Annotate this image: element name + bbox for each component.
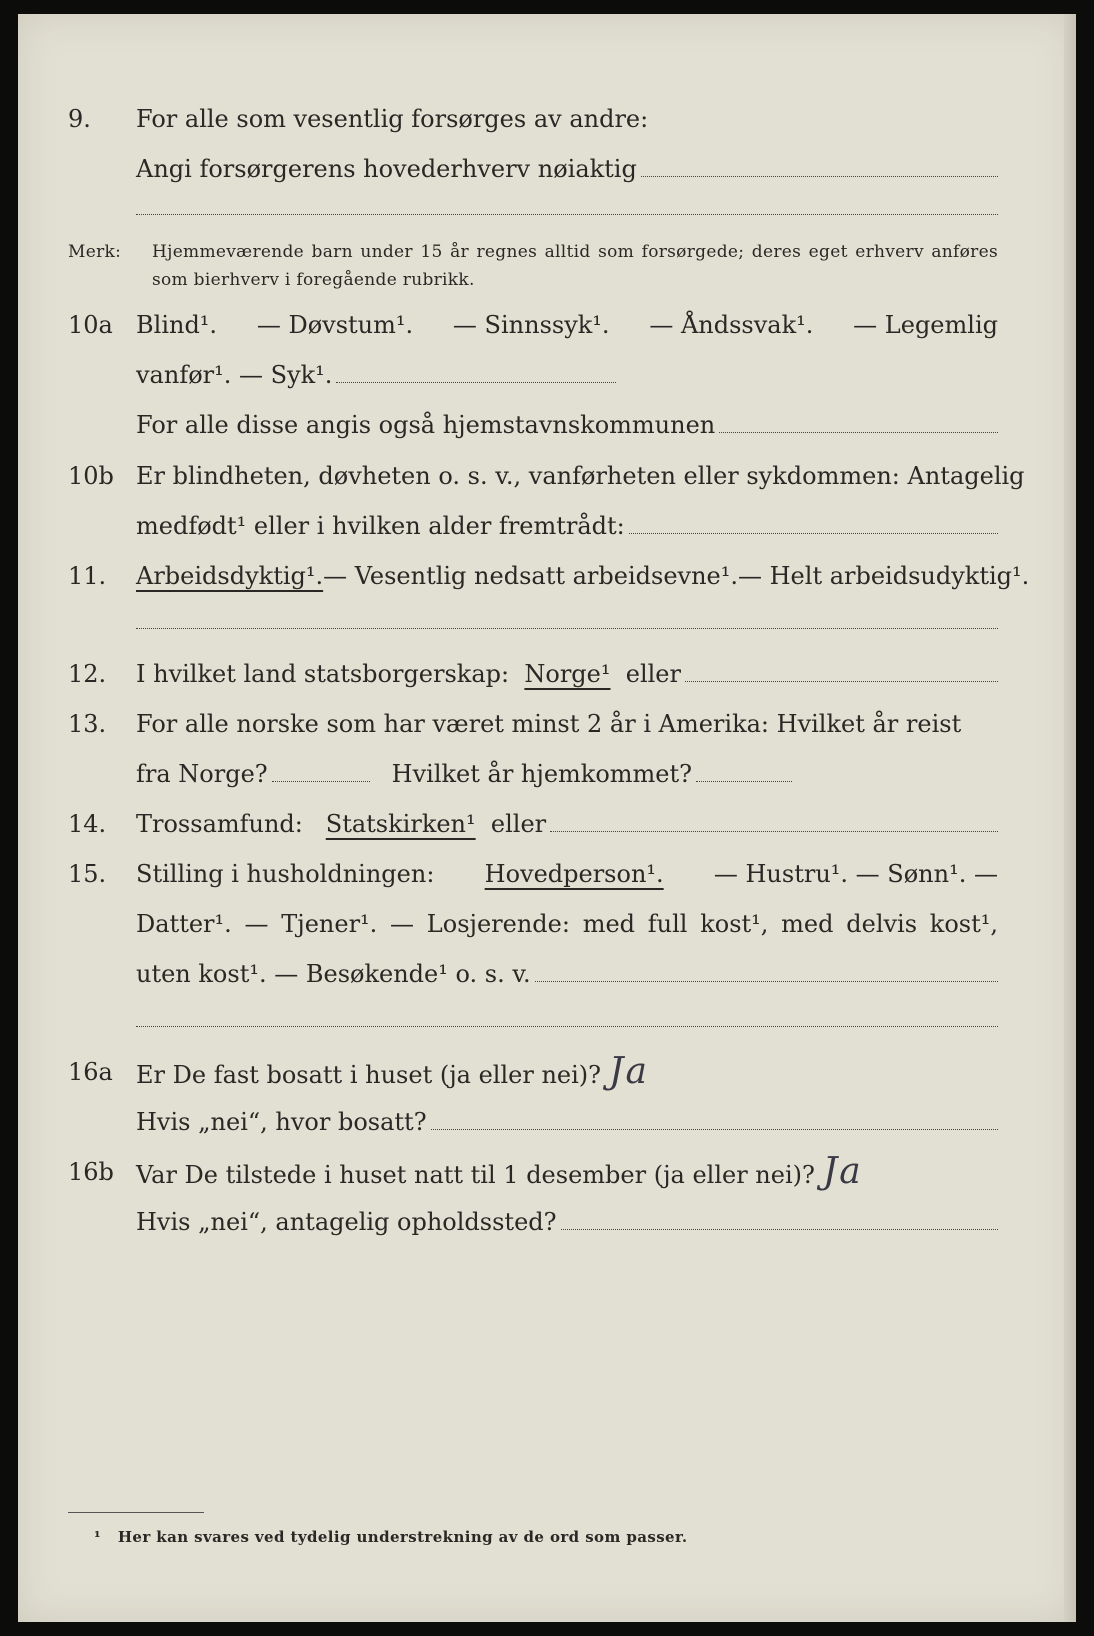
option-dovstum[interactable]: — Døvstum¹. <box>256 311 414 339</box>
question-text: fra Norge? <box>136 760 268 788</box>
question-number: 12. <box>68 660 107 688</box>
question-number: 16b <box>68 1158 114 1186</box>
question-14 <box>18 804 1076 844</box>
footnote-text: Her kan svares ved tydelig understrekning av de ord som passer. <box>117 1528 688 1546</box>
question-number: 15. <box>68 860 107 888</box>
question-number: 10b <box>68 462 114 490</box>
handwritten-answer-16a[interactable]: Ja <box>609 1051 649 1092</box>
question-options[interactable]: uten kost¹. — Besøkende¹ o. s. v. <box>136 960 531 988</box>
question-number: 9. <box>68 105 91 133</box>
question-10a-line2 <box>18 355 1076 395</box>
question-text: For alle som vesentlig forsørges av andre: <box>136 105 649 133</box>
question-12 <box>18 654 1076 694</box>
question-options[interactable]: — Hustru¹. — Sønn¹. — <box>713 860 998 888</box>
question-11 <box>18 556 1076 596</box>
option-legemlig[interactable]: — Legemlig <box>853 311 998 339</box>
footnote <box>94 1528 688 1546</box>
question-options[interactable]: Datter¹. — Tjener¹. — Losjerende: med full kost¹, med delvis kost¹, <box>136 910 998 938</box>
answer-field-13-hjemkommet[interactable] <box>696 755 792 782</box>
question-text: Stilling i husholdningen: <box>136 860 435 888</box>
question-16a <box>18 1052 1076 1092</box>
answer-blank-line[interactable] <box>136 214 998 215</box>
question-number: 10a <box>68 311 113 339</box>
question-text: Trossamfund: <box>136 810 303 838</box>
question-text: For alle norske som har været minst 2 år i Amerika: Hvilket år reist <box>136 710 962 738</box>
question-number: 13. <box>68 710 107 738</box>
option-nedsatt[interactable]: — Vesentlig nedsatt arbeidsevne¹. <box>323 562 738 590</box>
handwritten-answer-16b[interactable]: Ja <box>822 1151 863 1192</box>
answer-field-15[interactable] <box>535 955 998 982</box>
answer-field-9[interactable] <box>641 150 998 177</box>
answer-field-10b[interactable] <box>629 507 998 534</box>
option-statskirken-selected[interactable]: Statskirken¹ <box>325 810 476 838</box>
option-norge-selected[interactable]: Norge¹ <box>524 660 611 688</box>
question-9 <box>18 99 1076 139</box>
question-16b <box>18 1152 1076 1192</box>
option-hovedperson-selected[interactable]: Hovedperson¹. <box>484 860 664 888</box>
question-text: medfødt¹ eller i hvilken alder fremtrådt: <box>136 512 625 540</box>
answer-field-16a[interactable] <box>431 1103 998 1130</box>
question-text: I hvilket land statsborgerskap: <box>136 660 510 688</box>
option-sinnssyk[interactable]: — Sinnssyk¹. <box>452 311 610 339</box>
question-16a-line2 <box>18 1102 1076 1142</box>
note-text: Hjemmeværende barn under 15 år regnes alltid som forsørgede; deres eget erhverv anføres som bierhverv i foregående rubrikk. <box>152 242 998 290</box>
question-15-line2 <box>18 904 1076 944</box>
question-number: 14. <box>68 810 107 838</box>
question-10b-line2 <box>18 506 1076 546</box>
question-15 <box>18 854 1076 894</box>
answer-field-10a-syk[interactable] <box>336 356 616 383</box>
answer-field-12[interactable] <box>685 655 998 682</box>
question-text: Hvis „nei“, hvor bosatt? <box>136 1108 427 1136</box>
question-9-line2 <box>18 149 1076 189</box>
question-13 <box>18 704 1076 744</box>
question-text: eller <box>490 810 547 838</box>
question-16b-line2 <box>18 1202 1076 1242</box>
question-text: Angi forsørgerens hovederhverv nøiaktig <box>136 155 637 183</box>
option-blind[interactable]: Blind¹. <box>136 311 218 339</box>
answer-field-13-reist[interactable] <box>272 755 370 782</box>
question-text[interactable]: vanfør¹. — Syk¹. <box>136 361 333 389</box>
question-10a <box>18 305 1076 345</box>
question-10b <box>18 456 1076 496</box>
question-text: Hvis „nei“, antagelig opholdssted? <box>136 1208 557 1236</box>
question-15-line3 <box>18 954 1076 994</box>
answer-blank-line[interactable] <box>136 628 998 629</box>
option-arbeidsdyktig-selected[interactable]: Arbeidsdyktig¹. <box>136 562 324 590</box>
question-text: Var De tilstede i huset natt til 1 desember (ja eller nei)? <box>136 1161 815 1189</box>
note-label: Merk: <box>68 242 122 262</box>
question-text: Er blindheten, døvheten o. s. v., vanførheten eller sykdommen: Antagelig <box>136 462 1025 490</box>
footnote-divider <box>68 1512 204 1513</box>
footnote-mark: ¹ <box>94 1528 101 1546</box>
answer-field-14[interactable] <box>550 805 998 832</box>
answer-field-10a-kommune[interactable] <box>719 406 998 433</box>
question-text: eller <box>625 660 681 688</box>
question-number: 16a <box>68 1058 113 1086</box>
question-10a-line3 <box>18 405 1076 445</box>
form-page <box>18 14 1076 1622</box>
option-andssvak[interactable]: — Åndssvak¹. <box>649 311 814 339</box>
question-13-line2 <box>18 754 1076 794</box>
question-text: Er De fast bosatt i huset (ja eller nei)? <box>136 1061 602 1089</box>
question-text: Hvilket år hjemkommet? <box>391 760 693 788</box>
option-udyktig[interactable]: — Helt arbeidsudyktig¹. <box>738 562 1030 590</box>
question-text: For alle disse angis også hjemstavnskommunen <box>136 411 716 439</box>
question-number: 11. <box>68 562 107 590</box>
answer-blank-line[interactable] <box>136 1026 998 1027</box>
answer-field-16b[interactable] <box>561 1203 998 1230</box>
